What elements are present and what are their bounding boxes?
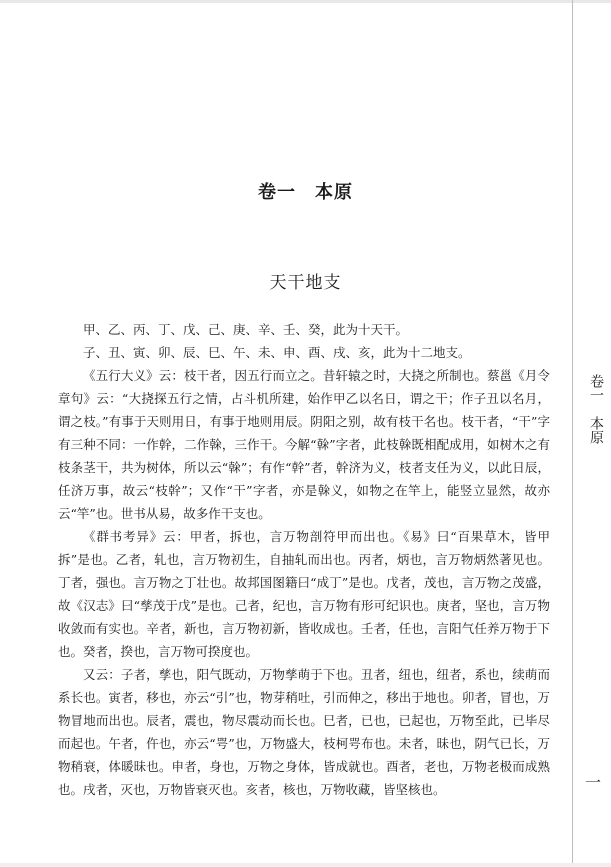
body-text <box>58 318 550 801</box>
margin-rule <box>572 0 573 867</box>
paragraph: 甲、乙、丙、丁、戊、己、庚、辛、壬、癸，此为十天干。 <box>83 322 409 337</box>
bottom-edge-rule <box>0 863 611 867</box>
page-number: 一 <box>584 773 601 792</box>
chapter-title: 卷一 本原 <box>258 182 353 203</box>
running-header-vertical: 卷一 本原 <box>588 374 604 444</box>
paragraph: 《群书考异》云：甲者，拆也，言万物剖符甲而出也。《易》曰“百果草木，皆甲拆”是也。乙者，轧也，言万物初生，自抽轧而出也。丙者，炳也，言万物炳然著见也。丁者，强也。言万物之丁壮也。故邦国图籍曰“成丁”是也。戊者，茂也，言万物之茂盛，故《汉志》曰“孳茂于戊”是也。己者，纪也，言万物有形可纪识也。庚者，坚也，言万物收敛而有实也。辛者，新也，言万物初新，皆收成也。壬者，任也，言阳气任养万物于下也。癸者，揆也，言万物可揆度也。 <box>58 529 550 659</box>
paragraph: 《五行大义》云：枝干者，因五行而立之。昔轩辕之时，大挠之所制也。蔡邕《月令章句》云：“大挠探五行之情，占斗机所建，始作甲乙以名日，谓之干；作子丑以名月，谓之枝。”有事于天则用日，有事于地则用辰。阴阳之别，故有枝干名也。枝干者，“干”字有三种不同：一作幹，二作榦，三作干。今解“榦”字者，此枝榦既相配成用，如树木之有枝条茎干，共为树体，所以云“榦”；有作“幹”者，幹济为义，枝者支任为义，以此日辰，任济万事，故云“枝幹”；又作“干”字者，亦是榦义，如物之在竿上，能竖立显然，故亦云“竿”也。世书从易，故多作干支也。 <box>58 368 550 521</box>
paragraph: 子、丑、寅、卯、辰、巳、午、未、申、酉、戌、亥，此为十二地支。 <box>83 345 471 360</box>
section-title: 天干地支 <box>269 273 342 293</box>
paragraph: 又云：子者，孳也，阳气既动，万物孳萌于下也。丑者，纽也，纽者，系也，续萌而系长也。寅者，移也，亦云“引”也，物芽稍吐，引而伸之，移出于地也。卯者，冒也，万物冒地而出也。辰者，震也，物尽震动而长也。巳者，已也，已起也，万物至此，已毕尽而起也。午者，仵也，亦云“咢”也，万物盛大，枝柯咢布也。未者，昧也，阴气已长，万物稍衰，体暖昧也。申者，身也，万物之身体，皆成就也。酉者，老也，万物老极而成熟也。戌者，灭也，万物皆衰灭也。亥者，核也，万物收藏，皆坚核也。 <box>58 667 550 797</box>
top-edge-rule <box>0 0 611 3</box>
